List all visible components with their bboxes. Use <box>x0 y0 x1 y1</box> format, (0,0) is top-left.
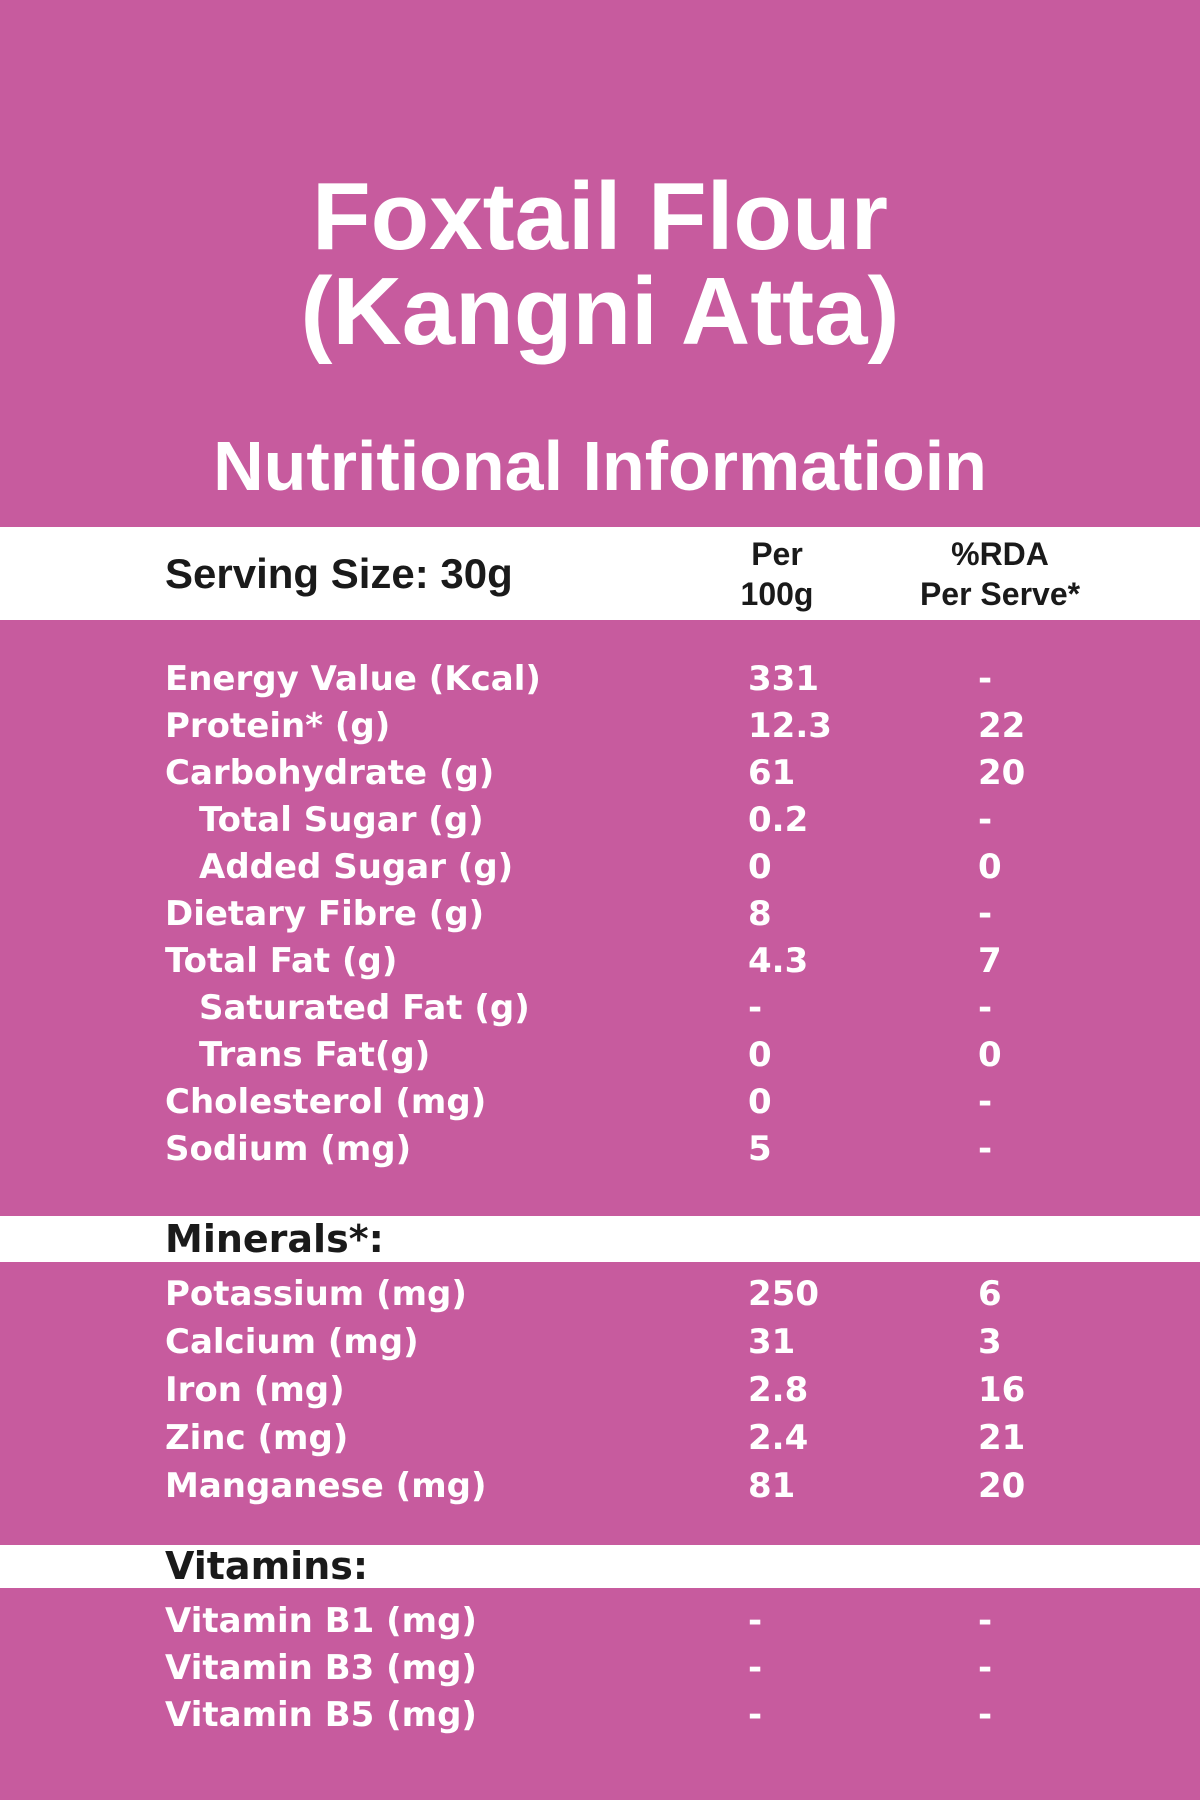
product-title-line2: (Kangni Atta) <box>300 258 900 365</box>
row-value-rda-per-serve: 22 <box>978 706 1026 746</box>
column-header-rda-line1: %RDA <box>951 536 1049 572</box>
table-row <box>0 938 1200 985</box>
row-value-per-100g: - <box>748 1695 763 1735</box>
row-value-rda-per-serve: - <box>978 1129 993 1169</box>
column-header-per-100g-line1: Per <box>751 536 803 572</box>
row-value-rda-per-serve: - <box>978 1648 993 1688</box>
row-label: Zinc (mg) <box>165 1418 349 1458</box>
table-row <box>0 844 1200 891</box>
column-header-rda-line2: Per Serve* <box>919 576 1081 612</box>
row-value-per-100g: 5 <box>748 1129 772 1169</box>
row-value-rda-per-serve: 6 <box>978 1274 1002 1314</box>
row-label: Trans Fat(g) <box>199 1035 431 1075</box>
row-value-per-100g: 2.8 <box>748 1370 809 1410</box>
row-label: Total Sugar (g) <box>199 800 484 840</box>
row-label: Vitamin B5 (mg) <box>165 1695 477 1735</box>
row-value-rda-per-serve: 3 <box>978 1322 1002 1362</box>
row-label: Potassium (mg) <box>165 1274 467 1314</box>
row-label: Cholesterol (mg) <box>165 1082 487 1122</box>
table-header-band <box>0 527 1200 620</box>
table-row <box>0 985 1200 1032</box>
row-label: Energy Value (Kcal) <box>165 659 541 699</box>
table-row <box>0 1079 1200 1126</box>
row-value-per-100g: 0.2 <box>748 800 809 840</box>
minerals-table <box>0 1270 1200 1510</box>
table-row <box>0 797 1200 844</box>
nutritional-information-heading: Nutritional Informatioin <box>213 427 987 505</box>
table-row <box>0 750 1200 797</box>
row-value-rda-per-serve: 20 <box>978 1466 1026 1506</box>
row-value-per-100g: 81 <box>748 1466 796 1506</box>
row-value-rda-per-serve: - <box>978 659 993 699</box>
row-value-per-100g: 31 <box>748 1322 796 1362</box>
table-row <box>0 1598 1200 1645</box>
product-title <box>0 163 1200 365</box>
table-row <box>0 1126 1200 1173</box>
row-label: Manganese (mg) <box>165 1466 487 1506</box>
row-label: Added Sugar (g) <box>199 847 514 887</box>
table-row <box>0 1414 1200 1462</box>
row-label: Calcium (mg) <box>165 1322 419 1362</box>
minerals-heading: Minerals*: <box>165 1217 384 1261</box>
column-header-rda-per-serve <box>920 534 1080 614</box>
row-value-per-100g: - <box>748 1648 763 1688</box>
row-value-rda-per-serve: 16 <box>978 1370 1026 1410</box>
column-header-per-100g <box>741 534 814 614</box>
table-row <box>0 1366 1200 1414</box>
row-label: Vitamin B3 (mg) <box>165 1648 477 1688</box>
row-value-rda-per-serve: - <box>978 894 993 934</box>
row-value-rda-per-serve: 21 <box>978 1418 1026 1458</box>
row-value-per-100g: 61 <box>748 753 796 793</box>
row-label: Saturated Fat (g) <box>199 988 530 1028</box>
row-value-per-100g: 12.3 <box>748 706 832 746</box>
row-value-rda-per-serve: - <box>978 1082 993 1122</box>
row-value-per-100g: 0 <box>748 847 772 887</box>
row-value-per-100g: - <box>748 988 763 1028</box>
serving-size-label: Serving Size: 30g <box>165 550 513 597</box>
row-value-per-100g: - <box>748 1601 763 1641</box>
row-value-per-100g: 250 <box>748 1274 819 1314</box>
row-value-rda-per-serve: 7 <box>978 941 1002 981</box>
row-label: Vitamin B1 (mg) <box>165 1601 477 1641</box>
table-row <box>0 1318 1200 1366</box>
row-label: Sodium (mg) <box>165 1129 412 1169</box>
table-row <box>0 891 1200 938</box>
minerals-heading-band <box>0 1216 1200 1262</box>
row-value-rda-per-serve: - <box>978 800 993 840</box>
row-value-rda-per-serve: - <box>978 1695 993 1735</box>
row-value-rda-per-serve: 0 <box>978 1035 1002 1075</box>
row-value-rda-per-serve: - <box>978 988 993 1028</box>
vitamins-heading: Vitamins: <box>165 1544 369 1588</box>
row-value-per-100g: 8 <box>748 894 772 934</box>
table-row <box>0 1270 1200 1318</box>
table-row <box>0 656 1200 703</box>
row-label: Protein* (g) <box>165 706 391 746</box>
table-row <box>0 1462 1200 1510</box>
table-row <box>0 1645 1200 1692</box>
row-value-rda-per-serve: 0 <box>978 847 1002 887</box>
column-header-per-100g-line2: 100g <box>740 576 814 612</box>
table-row <box>0 703 1200 750</box>
row-value-rda-per-serve: 20 <box>978 753 1026 793</box>
row-value-per-100g: 0 <box>748 1035 772 1075</box>
row-value-per-100g: 4.3 <box>748 941 809 981</box>
table-row <box>0 1032 1200 1079</box>
row-label: Dietary Fibre (g) <box>165 894 485 934</box>
row-label: Carbohydrate (g) <box>165 753 495 793</box>
row-label: Total Fat (g) <box>165 941 398 981</box>
row-value-per-100g: 0 <box>748 1082 772 1122</box>
product-title-line1: Foxtail Flour <box>312 163 888 270</box>
row-value-rda-per-serve: - <box>978 1601 993 1641</box>
table-row <box>0 1692 1200 1739</box>
row-label: Iron (mg) <box>165 1370 345 1410</box>
main-nutrients-table <box>0 656 1200 1173</box>
row-value-per-100g: 331 <box>748 659 819 699</box>
row-value-per-100g: 2.4 <box>748 1418 809 1458</box>
vitamins-table <box>0 1598 1200 1739</box>
vitamins-heading-band <box>0 1545 1200 1588</box>
